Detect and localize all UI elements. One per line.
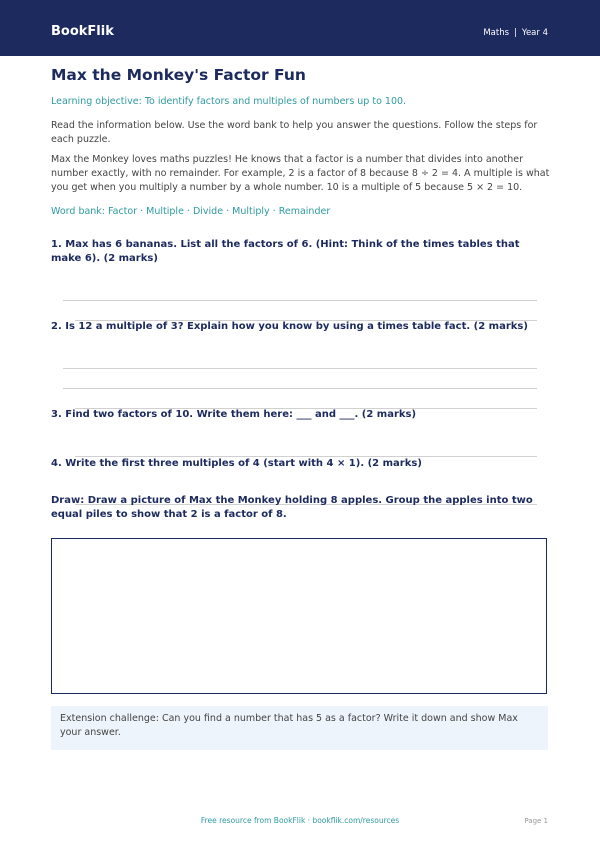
brand-logo: BookFlik — [51, 24, 114, 39]
answer-line[interactable] — [63, 388, 537, 389]
year-label: Year 4 — [521, 28, 548, 38]
question-4: 4. Write the first three multiples of 4 (start with 4 × 1). (2 marks) — [51, 458, 422, 469]
page-number: Page 1 — [524, 817, 548, 825]
draw-task: Draw: Draw a picture of Max the Monkey holding 8 apples. Group the apples into two equal piles to show that 2 is a factor of 8. — [51, 495, 533, 520]
footer-credit[interactable]: Free resource from BookFlik · bookflik.com/resources — [200, 816, 400, 825]
word-bank: Word bank: Factor · Multiple · Divide · Multiply · Remainder — [51, 206, 331, 217]
intro-text: Max the Monkey loves maths puzzles! He knows that a factor is a number that divides into another number exactly, with no remainder. For example, 2 is a factor of 8 because 8 ÷ 2 = 4. A multiple is what you get when you multiply a number by a whole number. 10 is a multiple of 5 because 5 × 2 = 10. — [51, 154, 550, 193]
page-title: Max the Monkey's Factor Fun — [51, 66, 306, 84]
extension-text: Extension challenge: Can you find a number that has 5 as a factor? Write it down and show Max your answer. — [60, 713, 518, 738]
answer-line[interactable] — [63, 368, 537, 369]
subject-year — [483, 28, 548, 38]
answer-line[interactable] — [63, 300, 537, 301]
instructions-text: Read the information below. Use the word bank to help you answer the questions. Follow the steps for each puzzle. — [51, 120, 538, 145]
question-1: 1. Max has 6 bananas. List all the factors of 6. (Hint: Think of the times tables that make 6). (2 marks) — [51, 239, 520, 264]
divider: | — [514, 28, 517, 38]
question-2: 2. Is 12 a multiple of 3? Explain how you know by using a times table fact. (2 marks) — [51, 321, 528, 332]
subject-label: Maths — [483, 28, 510, 38]
drawing-box[interactable] — [51, 538, 547, 694]
question-3: 3. Find two factors of 10. Write them here: ___ and ___. (2 marks) — [51, 409, 417, 420]
extension-box — [51, 706, 548, 750]
header-bar — [0, 0, 600, 56]
learning-objective: Learning objective: To identify factors and multiples of numbers up to 100. — [51, 96, 407, 107]
